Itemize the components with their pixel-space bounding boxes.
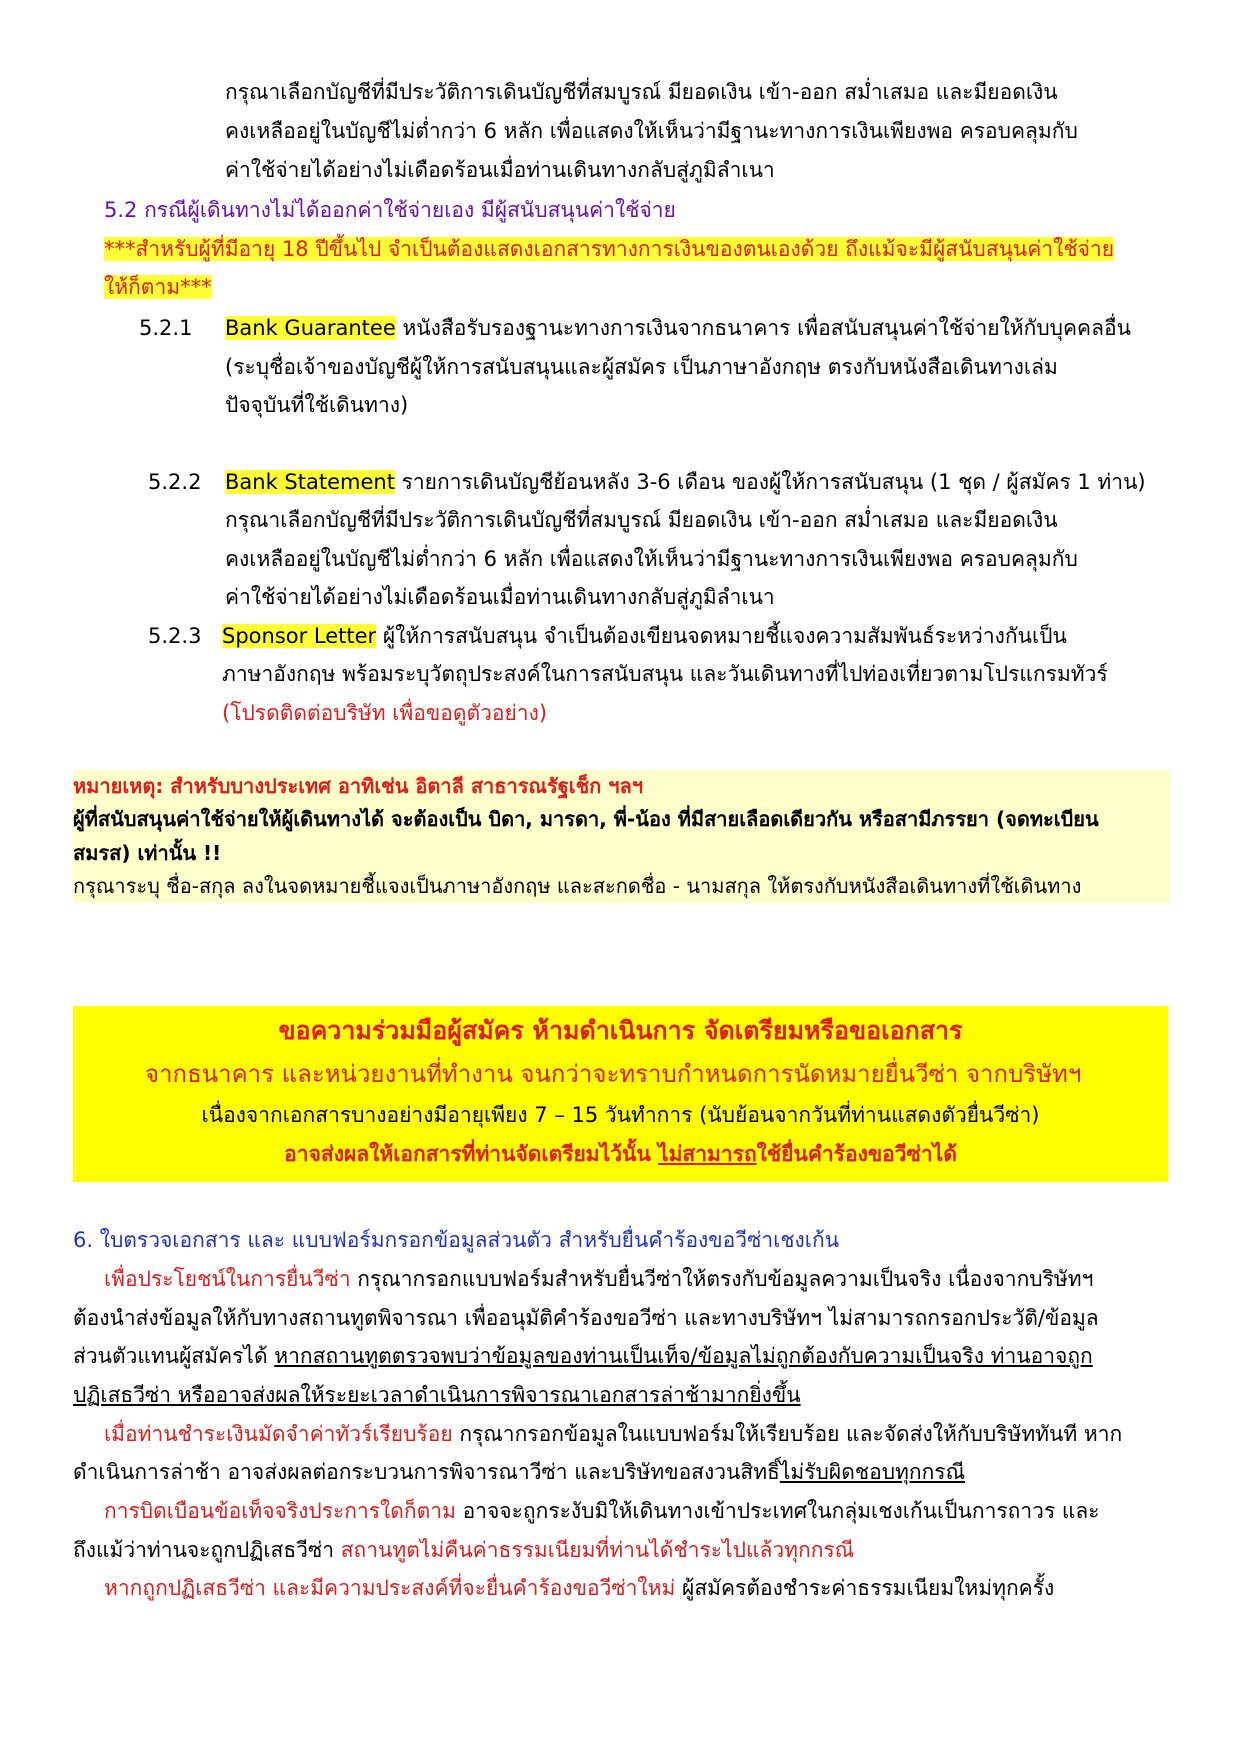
p2-line2-a: ดำเนินการล่าช้า อาจส่งผลต่อกระบวนการพิจารณาวีซ่า และบริษัทขอสงวนสิทธิ์ [73, 1460, 780, 1484]
item-line: ค่าใช้จ่ายได้อย่างไม่เดือดร้อนเมื่อท่านเดินทางกลับสู่ภูมิลำเนา [225, 585, 775, 609]
p3-line2-red: สถานทูตไม่คืนค่าธรรมเนียมที่ท่านได้ชำระไปแล้วทุกกรณี [340, 1538, 855, 1562]
item-number: 5.2.3 [148, 624, 202, 648]
item-text: หนังสือรับรองฐานะทางการเงินจากธนาคาร เพื่อสนับสนุนค่าใช้จ่ายให้กับบุคคลอื่น [395, 316, 1131, 340]
item-line: ปัจจุบันที่ใช้เดินทาง) [225, 393, 409, 417]
section-6-p3-line-1 [104, 1496, 1100, 1528]
p1-line3-underlined: หากสถานทูตตรวจพบว่าข้อมูลของท่านเป็นเท็จ/ข้อมูลไม่ถูกต้องกับความเป็นจริง ท่านอาจถูก [274, 1344, 1093, 1368]
p3-line2-a: ถึงแม้ว่าท่านจะถูกปฏิเสธวีซ่า [73, 1538, 341, 1562]
section-5-2-heading: 5.2 กรณีผู้เดินทางไม่ได้ออกค่าใช้จ่ายเอง มีผู้สนับสนุนค่าใช้จ่าย [104, 198, 676, 222]
section-6-p3-line-2 [73, 1535, 854, 1567]
section-6-p1-line-4: ปฏิเสธวีซ่า หรืออาจส่งผลให้ระยะเวลาดำเนินการพิจารณาเอกสารล่าช้ามากยิ่งขึ้น [73, 1383, 801, 1407]
intro-line-2: คงเหลืออยู่ในบัญชีไม่ต่ำกว่า 6 หลัก เพื่อแสดงให้เห็นว่ามีฐานะทางการเงินเพียงพอ ครอบคลุมกับ [225, 119, 1078, 143]
notice-line-4 [73, 1139, 1168, 1169]
p2-rest: กรุณากรอกข้อมูลในแบบฟอร์มให้เรียบร้อย และจัดส่งให้กับบริษัททันที หาก [452, 1422, 1123, 1446]
item-line: กรุณาเลือกบัญชีที่มีประวัติการเดินบัญชีที่สมบูรณ์ มียอดเงิน เข้า-ออก สม่ำเสมอ และมียอดเงิน [225, 508, 1058, 532]
p4-lead: หากถูกปฏิเสธวีซ่า และมีความประสงค์ที่จะยื่นคำร้องขอวีซ่าใหม่ [104, 1576, 676, 1600]
warning-line-1 [104, 234, 1114, 266]
section-6-p1-line-1 [104, 1264, 1093, 1296]
item-term: Bank Guarantee [225, 316, 396, 340]
p4-rest: ผู้สมัครต้องชำระค่าธรรมเนียมใหม่ทุกครั้ง [675, 1576, 1055, 1600]
item-term: Sponsor Letter [222, 624, 377, 648]
intro-line-1: กรุณาเลือกบัญชีที่มีประวัติการเดินบัญชีที่สมบูรณ์ มียอดเงิน เข้า-ออก สม่ำเสมอ และมียอดเงิน [225, 80, 1058, 104]
note-title: หมายเหตุ: สำหรับบางประเทศ อาทิเช่น อิตาลี สาธารณรัฐเช็ก ฯลฯ [73, 774, 643, 798]
notice-line-2: จากธนาคาร และหน่วยงานที่ทำงาน จนกว่าจะทราบกำหนดการนัดหมายยื่นวีซ่า จากบริษัทฯ [145, 1060, 1082, 1088]
item-line: คงเหลืออยู่ในบัญชีไม่ต่ำกว่า 6 หลัก เพื่อแสดงให้เห็นว่ามีฐานะทางการเงินเพียงพอ ครอบคลุมกับ [225, 547, 1078, 571]
item-line [225, 467, 1146, 499]
note-line-3: สมรส) เท่านั้น !! [73, 841, 222, 865]
warning-text-2: ให้ก็ตาม*** [104, 275, 212, 299]
section-6-p4-line-1 [104, 1573, 1054, 1605]
note-line-4: กรุณาระบุ ชื่อ-สกุล ลงในจดหมายชี้แจงเป็นภาษาอังกฤษ และสะกดชื่อ - นามสกุล ให้ตรงกับหนังสือเดินทางที่ใช้เดินทาง [73, 874, 1082, 898]
notice-line-3: เนื่องจากเอกสารบางอย่างมีอายุเพียง 7 – 15 วันทำการ (นับย้อนจากวันที่ท่านแสดงตัวยื่นวีซ่า) [201, 1103, 1040, 1127]
notice-line-4-c: ใช้ยื่นคำร้องขอวีซ่าได้ [756, 1142, 957, 1166]
note-line-2: ผู้ที่สนับสนุนค่าใช้จ่ายให้ผู้เดินทางได้ จะต้องเป็น บิดา, มารดา, พี่-น้อง ที่มีสายเลือดเดียวกัน หรือสามีภรรยา (จดทะเบียน [73, 807, 1099, 831]
p3-rest: อาจจะถูกระงับมิให้เดินทางเข้าประเทศในกลุ่มเชงเก้นเป็นการถาวร และ [455, 1499, 1100, 1523]
item-line: ภาษาอังกฤษ พร้อมระบุวัตถุประสงค์ในการสนับสนุน และวันเดินทางที่ไปท่องเที่ยวตามโปรแกรมทัวร์ [222, 662, 1108, 686]
section-6-p2-line-1 [104, 1419, 1122, 1451]
p1-line3-a: ส่วนตัวแทนผู้สมัครได้ [73, 1344, 275, 1368]
p2-lead: เมื่อท่านชำระเงินมัดจำค่าทัวร์เรียบร้อย [104, 1422, 453, 1446]
section-6-p1-line-3 [73, 1341, 1093, 1373]
item-text: ผู้ให้การสนับสนุน จำเป็นต้องเขียนจดหมายชี้แจงความสัมพันธ์ระหว่างกันเป็น [376, 624, 1067, 648]
p3-lead: การบิดเบือนข้อเท็จจริงประการใดก็ตาม [104, 1499, 456, 1523]
warning-line-2 [104, 272, 212, 304]
item-line [225, 313, 1131, 345]
item-line: (ระบุชื่อเจ้าของบัญชีผู้ให้การสนับสนุนและผู้สมัคร เป็นภาษาอังกฤษ ตรงกับหนังสือเดินทางเล่ม [225, 355, 1058, 379]
p1-lead: เพื่อประโยชน์ในการยื่นวีซ่า [104, 1267, 351, 1291]
item-contact-note: (โปรดติดต่อบริษัท เพื่อขอดูตัวอย่าง) [222, 701, 548, 725]
p2-line2-underlined: ไม่รับผิดชอบทุกกรณี [779, 1460, 966, 1484]
item-term: Bank Statement [225, 470, 395, 494]
section-6-p1-line-2: ต้องนำส่งข้อมูลให้กับทางสถานทูตพิจารณา เพื่ออนุมัติคำร้องขอวีซ่า และทางบริษัทฯ ไม่สามารถกรอกประวัติ/ข้อมูล [73, 1306, 1099, 1330]
section-6-p2-line-2 [73, 1457, 965, 1489]
warning-text-1: ***สำหรับผู้ที่มีอายุ 18 ปีขึ้นไป จำเป็นต้องแสดงเอกสารทางการเงินของตนเองด้วย ถึงแม้จะมีผู้สนับสนุนค่าใช้จ่าย [104, 237, 1115, 261]
item-number: 5.2.2 [148, 470, 202, 494]
item-text: รายการเดินบัญชีย้อนหลัง 3-6 เดือน ของผู้ให้การสนับสนุน (1 ชุด / ผู้สมัคร 1 ท่าน) [394, 470, 1146, 494]
p1-rest: กรุณากรอกแบบฟอร์มสำหรับยื่นวีซ่าให้ตรงกับข้อมูลความเป็นจริง เนื่องจากบริษัทฯ [350, 1267, 1094, 1291]
item-number: 5.2.1 [139, 316, 193, 340]
intro-line-3: ค่าใช้จ่ายได้อย่างไม่เดือดร้อนเมื่อท่านเดินทางกลับสู่ภูมิลำเนา [225, 158, 775, 182]
section-6-heading: 6. ใบตรวจเอกสาร และ แบบฟอร์มกรอกข้อมูลส่วนตัว สำหรับยื่นคำร้องขอวีซ่าเชงเก้น [73, 1228, 840, 1252]
notice-line-1: ขอความร่วมมือผู้สมัคร ห้ามดำเนินการ จัดเตรียมหรือขอเอกสาร [278, 1016, 963, 1045]
item-line [222, 621, 1067, 653]
notice-line-4-underlined: ไม่สามารถ [658, 1142, 757, 1166]
notice-line-4-a: อาจส่งผลให้เอกสารที่ท่านจัดเตรียมไว้นั้น [284, 1142, 659, 1166]
